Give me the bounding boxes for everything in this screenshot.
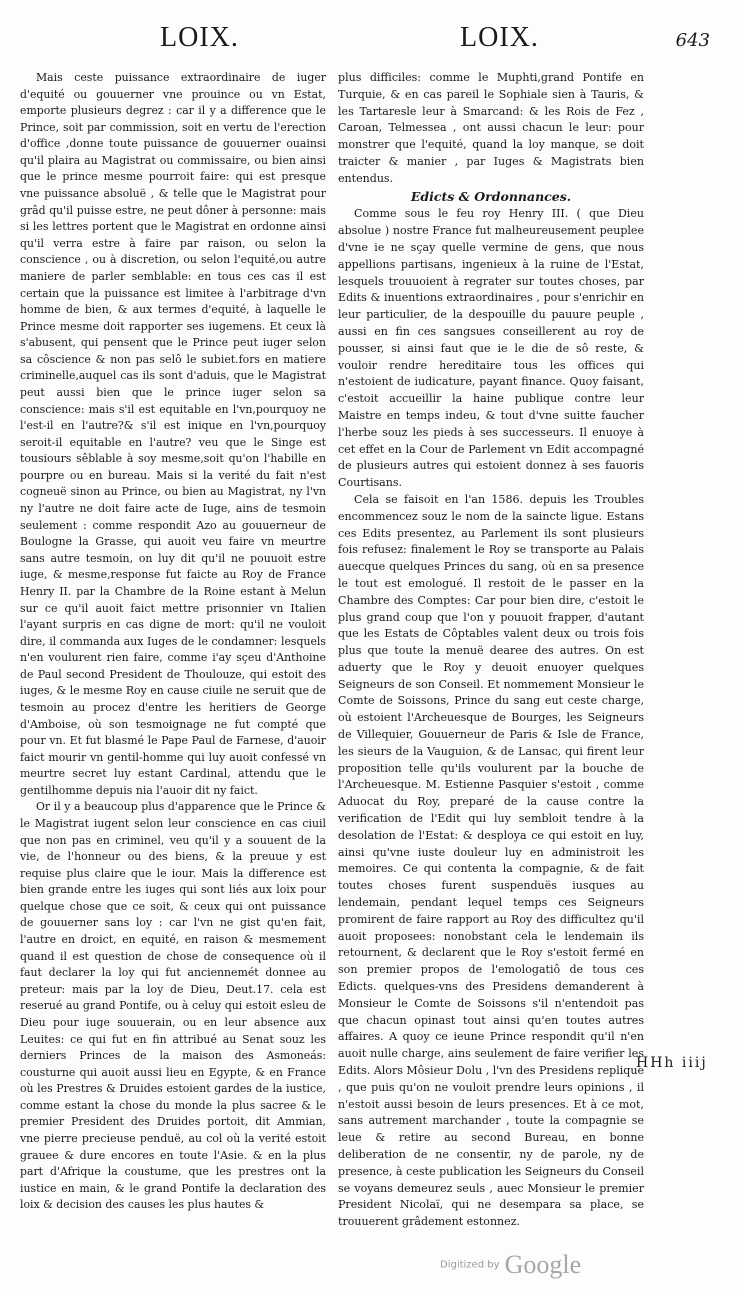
right-column [338, 70, 644, 1231]
google-logo: Google [504, 1250, 582, 1279]
right-paragraph-1: Comme sous le feu roy Henry III. ( que Dieu absolue ) nostre France fut malheureusement peuplee d'vne ie ne sçay quelle vermine de gens, que nous appellions partisans, ingenieux à la ruine de l'Estat, lesquels trouuoient à regrater sur toutes choses, par Edits & inuentions extraordinaires , pour s'enrichir en leur particulier, de la despouille du pauure peuple , aussi en fin ces sangsues conseillerent au roy de pousser, si ainsi faut que ie le die de sô reste, & vouloir rendre hereditaire tous les offices qui n'estoient de iudicature, payant finance. Quoy faisant, c'estoit accueillir la haine publique contre leur Maistre en temps indeu, & tout d'vne suitte faucher l'herbe souz les pieds à ses successeurs. Il enuoye à cet effet en la Cour de Parlement vn Edit accompagné de plusieurs autres qui estoient donnez à ses fauoris Courtisans. [338, 207, 644, 490]
left-paragraph-2: Or il y a beaucoup plus d'apparence que le Prince & le Magistrat iugent selon leur conscience en cas ciuil que non pas en criminel, veu qu'il y a souuent de la vie, de l'honneur ou des biens, & la preuue y est requise plus claire que le iour. Mais la difference est bien grande entre les iuges qui sont liés aux loix pour quelque chose que ce soit, & ceux qui ont puissance de gouuerner sans loy : car l'vn ne gist qu'en fait, l'autre en droict, en equité, en raison & mesmement quand il est question de chose de consequence où il faut declarer la loy qui fut anciennemét donnee au preteur: mais par la loy de Dieu, Deut.17. cela est reserué au grand Pontife, ou à celuy qui estoit esleu de Dieu pour iuge souuerain, ou en leur absence aux Leuites: ce qui fut en fin attribué au Senat souz les derniers Princes de la maison des Asmoneás: cousturne qui auoit aussi lieu en Egypte, & en France où les Prestres & Druides estoient gardes de la iustice, comme estant la chose du monde la plus sacree & le premier President des Druides portoit, dit Ammian, vne pierre precieuse penduë, au col où la verité estoit grauee & dure encores en toute l'Asie. & en la plus part d'Afrique la coustume, que les prestres ont la iustice en main, & le grand Pontife la declaration des loix & decision des causes les plus hautes & [20, 800, 326, 1212]
right-running-title: LOIX. [460, 22, 539, 53]
page-number: 643 [675, 30, 710, 51]
left-running-title: LOIX. [160, 22, 239, 53]
left-column [20, 70, 326, 1214]
right-paragraph-2: Cela se faisoit en l'an 1586. depuis les Troubles encommencez souz le nom de la saincte ligue. Estans ces Edits presentez, au Parlement ils sont plusieurs fois refusez: finalement le Roy se transporte au Palais auecque quelques Princes du sang, où en sa presence le tout est emologué. Il restoit de le passer en la Chambre des Comptes: Car pour bien dire, c'estoit le plus grand coup que l'on y pouuoit frapper, d'autant que les Estats de Côptables valent deux ou trois fois plus que toute la menuë dearee des autres. On est aduerty que le Roy y deuoit enuoyer quelques Seigneurs de son Conseil. Et nommement Monsieur le Comte de Soissons, Prince du sang eut ceste charge, où estoient l'Archeuesque de Bourges, les Seigneurs de Villequier, Gouuerneur de Paris & Isle de France, les sieurs de la Vauguion, & de Lansac, qui firent leur proposition telle qu'ils voulurent par la bouche de l'Archeuesque. M. Estienne Pasquier s'estoit , comme Aduocat du Roy, preparé de la cause contre la verification de l'Edit qui luy sembloit tendre à la desolation de l'Estat: & desploya ce qui estoit en luy, ainsi qu'vne iuste douleur luy en administroit les memoires. Ce qui contenta la compagnie, & de fait toutes choses furent suspenduës iusques au lendemain, pendant lequel temps ces Seigneurs promirent de faire rapport au Roy des difficultez qu'il auoit proposees: nonobstant cela le lendemain ils retournent, & declarent que le Roy s'estoit fermé en son premier propos de l'emologatiô de tous ces Edicts. quelques-vns des Presidens demanderent à Monsieur le Comte de Soissons s'il n'entendoit pas que chacun opinast tout ainsi qu'en toutes autres affaires. A quoy ce ieune Prince respondit qu'il n'en auoit nulle charge, ains seulement de faire verifier les Edits. Alors Môsieur Dolu , l'vn des Presidens replique , que puis qu'on ne vouloit prendre leurs opinions , il n'estoit aussi besoin de leurs presences. Et à ce mot, sans autrement marchander , toute la compagnie se leue & retire au second Bureau, en bonne deliberation de ne consentir, ny de parole, ny de presence, à ceste publication les Seigneurs du Conseil se voyans demeurez seuls , auec Monsieur le premier President Nicolaï, qui ne desempara sa place, se trouuerent grâdement estonnez. [338, 492, 644, 1229]
running-header [30, 22, 710, 72]
left-paragraph-1: Mais ceste puissance extraordinaire de iuger d'equité ou gouuerner vne prouince ou vn Estat, emporte plusieurs degrez : car il y a difference que le Prince, soit par commission, soit en vertu de l'erection d'office ,donne toute puissance de gouuerner ouainsi qu'il plaira au Magistrat ou commissaire, ou bien ainsi que le prince mesme pourroit faire: qui est presque vne puissance absoluë , & telle que le Magistrat pour grâd qu'il puisse estre, ne peut dôner à personne: mais si les lettres portent que le Magistrat en ordonne ainsi qu'il verra estre à faire par raison, ou selon la conscience , ou à discretion, ou selon l'equité,ou autre maniere de parler semblable: en tous ces cas il est certain que la puissance est limitee à l'arbitrage d'vn homme de bien, & aux termes d'equité, à laquelle le Prince mesme doit rapporter ses iugemens. Et ceux là s'abusent, qui pensent que le Prince peut iuger selon sa côscience & non pas selô le subiet.fors en matiere criminelle,auquel cas ils sont d'aduis, que le Magistrat peut aussi bien que le prince iuger selon sa conscience: mais s'il est equitable en l'vn,pourquoy ne l'est-il en l'autre?& s'il est inique en l'vn,pourquoy seroit-il equitable en l'autre? veu que le Singe est tousiours sêblable à soy mesme,soit qu'on l'habille en pourpre ou en bureau. Mais si la verité du fait n'est cogneuë sinon au Prince, ou bien au Magistrat, ny l'vn ny l'autre ne doit faire acte de Iuge, ains de tesmoin seulement : comme respondit Azo au gouuerneur de Boulogne la Grasse, qui auoit veu faire vn meurtre sans autre tesmoin, on luy dit qu'il ne pouuoit estre iuge, & mesme,response fut faicte au Roy de France Henry II. par la Chambre de la Roine estant à Melun sur ce qu'il auoit faict mettre prisonnier vn Italien l'ayant surpris en cas digne de mort: qu'il ne vouloit dire, il commanda aux Iuges de le condamner: lesquels n'en voulurent rien faire, comme i'ay sçeu d'Anthoine de Paul second President de Thoulouze, qui estoit des iuges, & le mesme Roy en cause ciuile ne seruit que de tesmoin au procez d'entre les heritiers de George d'Amboise, où son tesmoignage ne fut compté que pour vn. Et fut blasmé le Pape Paul de Farnese, d'auoir faict mourir vn gentil-homme qui luy auoit confessé vn meurtre secret luy estant Cardinal, attendu que le gentilhomme depuis nia l'auoir dit ny faict. [20, 71, 326, 797]
section-heading: Edicts & Ordonnances. [410, 188, 572, 204]
signature-mark: HHh iiij [636, 1055, 708, 1071]
right-intro-paragraph: plus difficiles: comme le Muphti,grand Pontife en Turquie, & en cas pareil le Sophiale sien à Tauris, & les Tartaresle leur à Smarcand: & les Rois de Fez , Caroan, Telmessea , ont aussi chacun le leur: pour monstrer que l'equité, quand la loy manque, se doit traicter & manier , par Iuges & Magistrats bien entendus. [338, 71, 644, 185]
watermark-prefix: Digitized by [440, 1259, 500, 1271]
digitized-watermark [440, 1250, 581, 1280]
